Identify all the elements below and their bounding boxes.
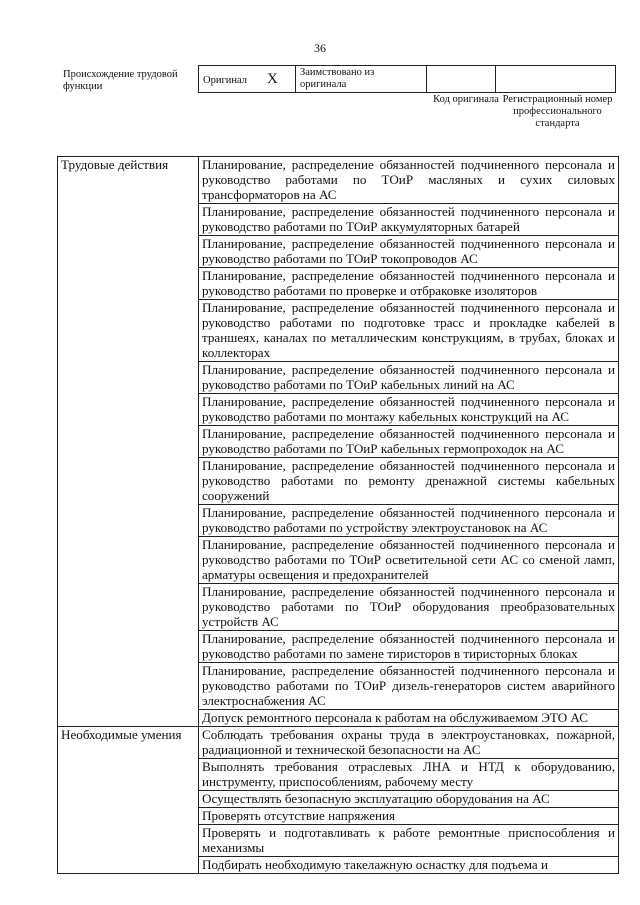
list-item: Планирование, распределение обязанностей подчиненного персонала и руководство работами по ТОиР оборудования преобразовательных устройств АС <box>199 584 619 631</box>
list-item: Планирование, распределение обязанностей подчиненного персонала и руководство работами по ТОиР аккумуляторных батарей <box>199 204 619 236</box>
list-item: Выполнять требования отраслевых ЛНА и НТД к оборудованию, инструменту, приспособлениям, рабочему месту <box>199 759 619 791</box>
section-title: Трудовые действия <box>58 157 199 727</box>
reg-number-cell <box>496 66 616 93</box>
code-label: Код оригинала <box>433 94 499 105</box>
list-item: Планирование, распределение обязанностей подчиненного персонала и руководство работами по замене тиристоров в тиристорных блоках <box>199 631 619 663</box>
list-item: Планирование, распределение обязанностей подчиненного персонала и руководство работами по ТОиР кабельных линий на АС <box>199 362 619 394</box>
table-row <box>58 157 619 204</box>
borrowed-cell: Заимствовано из оригинала <box>296 66 427 93</box>
original-label: Оригинал <box>203 74 247 86</box>
list-item: Планирование, распределение обязанностей подчиненного персонала и руководство работами по ТОиР кабельных гермопроходок на АС <box>199 426 619 458</box>
table-row <box>58 727 619 759</box>
list-item: Планирование, распределение обязанностей подчиненного персонала и руководство работами по проверке и отбраковке изоляторов <box>199 268 619 300</box>
origin-label: Происхождение трудовой функции <box>63 69 178 92</box>
code-cell <box>427 66 496 93</box>
list-item: Планирование, распределение обязанностей подчиненного персонала и руководство работами по ТОиР осветительной сети АС со сменой ламп, арматуры освещения и предохранителей <box>199 537 619 584</box>
origin-table <box>198 65 616 93</box>
list-item: Соблюдать требования охраны труда в электроустановках, пожарной, радиационной и технической безопасности на АС <box>199 727 619 759</box>
list-item: Проверять отсутствие напряжения <box>199 808 619 825</box>
main-table <box>57 156 619 874</box>
list-item: Планирование, распределение обязанностей подчиненного персонала и руководство работами по монтажу кабельных конструкций на АС <box>199 394 619 426</box>
section-title: Необходимые умения <box>58 727 199 874</box>
list-item: Планирование, распределение обязанностей подчиненного персонала и руководство работами по ТОиР дизель-генераторов систем аварийного электроснабжения АС <box>199 663 619 710</box>
list-item: Подбирать необходимую такелажную оснастку для подъема и <box>199 857 619 874</box>
list-item: Планирование, распределение обязанностей подчиненного персонала и руководство работами по подготовке трасс и прокладке кабелей в траншеях, каналах по металлическим конструкциям, в трубах, блоках и коллекторах <box>199 300 619 362</box>
list-item: Осуществлять безопасную эксплуатацию оборудования на АС <box>199 791 619 808</box>
list-item: Планирование, распределение обязанностей подчиненного персонала и руководство работами по ТОиР масляных и сухих силовых трансформаторов на АС <box>199 157 619 204</box>
reg-number-label: Регистрационный номер профессионального стандарта <box>502 94 613 129</box>
original-mark: X <box>267 70 278 87</box>
list-item: Допуск ремонтного персонала к работам на обслуживаемом ЭТО АС <box>199 710 619 727</box>
list-item: Планирование, распределение обязанностей подчиненного персонала и руководство работами по ТОиР токопроводов АС <box>199 236 619 268</box>
list-item: Планирование, распределение обязанностей подчиненного персонала и руководство работами по ремонту дренажной системы кабельных сооружений <box>199 458 619 505</box>
original-cell <box>199 66 296 93</box>
page-number: 36 <box>314 41 326 55</box>
list-item: Планирование, распределение обязанностей подчиненного персонала и руководство работами по устройству электроустановок на АС <box>199 505 619 537</box>
list-item: Проверять и подготавливать к работе ремонтные приспособления и механизмы <box>199 825 619 857</box>
